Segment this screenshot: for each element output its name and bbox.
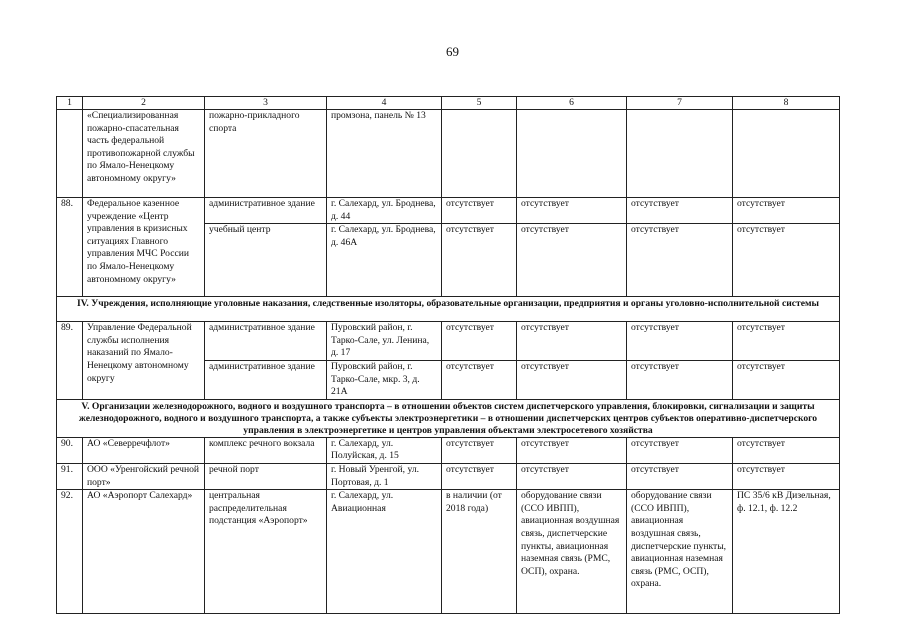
cell-empty xyxy=(627,110,733,198)
section-row xyxy=(57,297,840,322)
col7-value: отсутствует xyxy=(627,463,733,489)
header-cell: 2 xyxy=(83,97,205,110)
object-address: промзона, панель № 13 xyxy=(327,110,442,198)
row-number: 92. xyxy=(57,490,83,614)
org-name: ООО «Уренгойский речной порт» xyxy=(83,463,205,489)
object-address: г. Салехард, ул. Полуйская, д. 15 xyxy=(327,437,442,463)
col6-value: отсутствует xyxy=(517,322,627,361)
row-number: 88. xyxy=(57,198,83,297)
object-address: г. Салехард, ул. Авиационная xyxy=(327,490,442,614)
row-number xyxy=(57,110,83,198)
col5-value: отсутствует xyxy=(442,463,517,489)
row-number: 90. xyxy=(57,437,83,463)
object-type: речной порт xyxy=(205,463,327,489)
table-row xyxy=(57,463,840,489)
col6-value: отсутствует xyxy=(517,224,627,297)
section-heading-v: V. Организации железнодорожного, водного и воздушного транспорта – в отношении объектов систем диспетчерского управления, блокировки, сигнализации и защиты железнодорожного, водного и воздушного транспорта, а также субъекты электроэнергетики – в отношении диспетчерских центров субъектов оперативно-диспетчерского управления в электроэнергетике и центров управления объектами электросетевого хозяйства xyxy=(57,399,840,437)
object-address: Пуровский район, г. Тарко-Сале, мкр. 3, д. 21А xyxy=(327,360,442,399)
header-cell: 3 xyxy=(205,97,327,110)
header-cell: 5 xyxy=(442,97,517,110)
col8-value: отсутствует xyxy=(733,463,840,489)
header-cell: 8 xyxy=(733,97,840,110)
col5-value: отсутствует xyxy=(442,322,517,361)
cell-empty xyxy=(517,110,627,198)
col8-value: отсутствует xyxy=(733,360,840,399)
col5-value: отсутствует xyxy=(442,224,517,297)
org-name: АО «Аэропорт Салехард» xyxy=(83,490,205,614)
object-type: административное здание xyxy=(205,322,327,361)
cell-empty xyxy=(733,110,840,198)
table-row xyxy=(57,322,840,361)
cell-empty xyxy=(442,110,517,198)
col7-value: отсутствует xyxy=(627,322,733,361)
col5-value: в наличии (от 2018 года) xyxy=(442,490,517,614)
object-type: учебный центр xyxy=(205,224,327,297)
table-row xyxy=(57,437,840,463)
col6-value: отсутствует xyxy=(517,360,627,399)
col6-value: отсутствует xyxy=(517,198,627,224)
section-row xyxy=(57,399,840,437)
org-name: АО «Северречфлот» xyxy=(83,437,205,463)
col7-value: отсутствует xyxy=(627,224,733,297)
col6-value: оборудование связи (ССО ИВПП), авиационная воздушная связь, диспетчерские пункты, авиационная наземная связь (РМС, ОСП), охрана. xyxy=(517,490,627,614)
col5-value: отсутствует xyxy=(442,198,517,224)
org-name: Управление Федеральной службы исполнения наказаний по Ямало-Ненецкому автономному округу xyxy=(83,322,205,400)
table-row xyxy=(57,490,840,614)
header-cell: 7 xyxy=(627,97,733,110)
col8-value: отсутствует xyxy=(733,198,840,224)
table-header-row xyxy=(57,97,840,110)
col6-value: отсутствует xyxy=(517,437,627,463)
col8-value: отсутствует xyxy=(733,224,840,297)
header-cell: 6 xyxy=(517,97,627,110)
object-type: административное здание xyxy=(205,198,327,224)
col8-value: ПС 35/6 кВ Дизельная, ф. 12.1, ф. 12.2 xyxy=(733,490,840,614)
col5-value: отсутствует xyxy=(442,437,517,463)
org-name: «Специализированная пожарно-спасательная часть федеральной противопожарной службы по Ямало-Ненецкому автономному округу» xyxy=(83,110,205,198)
row-number: 91. xyxy=(57,463,83,489)
objects-table xyxy=(56,96,840,614)
org-name: Федеральное казенное учреждение «Центр управления в кризисных ситуациях Главного управления МЧС России по Ямало-Ненецкому автономному округу» xyxy=(83,198,205,297)
col7-value: отсутствует xyxy=(627,198,733,224)
object-address: г. Новый Уренгой, ул. Портовая, д. 1 xyxy=(327,463,442,489)
object-address: Пуровский район, г. Тарко-Сале, ул. Ленина, д. 17 xyxy=(327,322,442,361)
header-cell: 4 xyxy=(327,97,442,110)
col6-value: отсутствует xyxy=(517,463,627,489)
col8-value: отсутствует xyxy=(733,437,840,463)
table-row xyxy=(57,110,840,198)
col7-value: оборудование связи (ССО ИВПП), авиационная воздушная связь, диспетчерские пункты, авиационная наземная связь (РМС, ОСП), охрана. xyxy=(627,490,733,614)
col5-value: отсутствует xyxy=(442,360,517,399)
object-address: г. Салехард, ул. Броднева, д. 46А xyxy=(327,224,442,297)
table-row xyxy=(57,198,840,224)
page-number: 69 xyxy=(446,44,459,59)
section-heading-iv: IV. Учреждения, исполняющие уголовные наказания, следственные изоляторы, образовательные организации, предприятия и органы уголовно-исполнительной системы xyxy=(57,297,840,322)
col8-value: отсутствует xyxy=(733,322,840,361)
object-address: г. Салехард, ул. Броднева, д. 44 xyxy=(327,198,442,224)
col7-value: отсутствует xyxy=(627,360,733,399)
header-cell: 1 xyxy=(57,97,83,110)
object-type: центральная распределительная подстанция «Аэропорт» xyxy=(205,490,327,614)
col7-value: отсутствует xyxy=(627,437,733,463)
object-type: пожарно-прикладного спорта xyxy=(205,110,327,198)
row-number: 89. xyxy=(57,322,83,400)
object-type: комплекс речного вокзала xyxy=(205,437,327,463)
object-type: административное здание xyxy=(205,360,327,399)
